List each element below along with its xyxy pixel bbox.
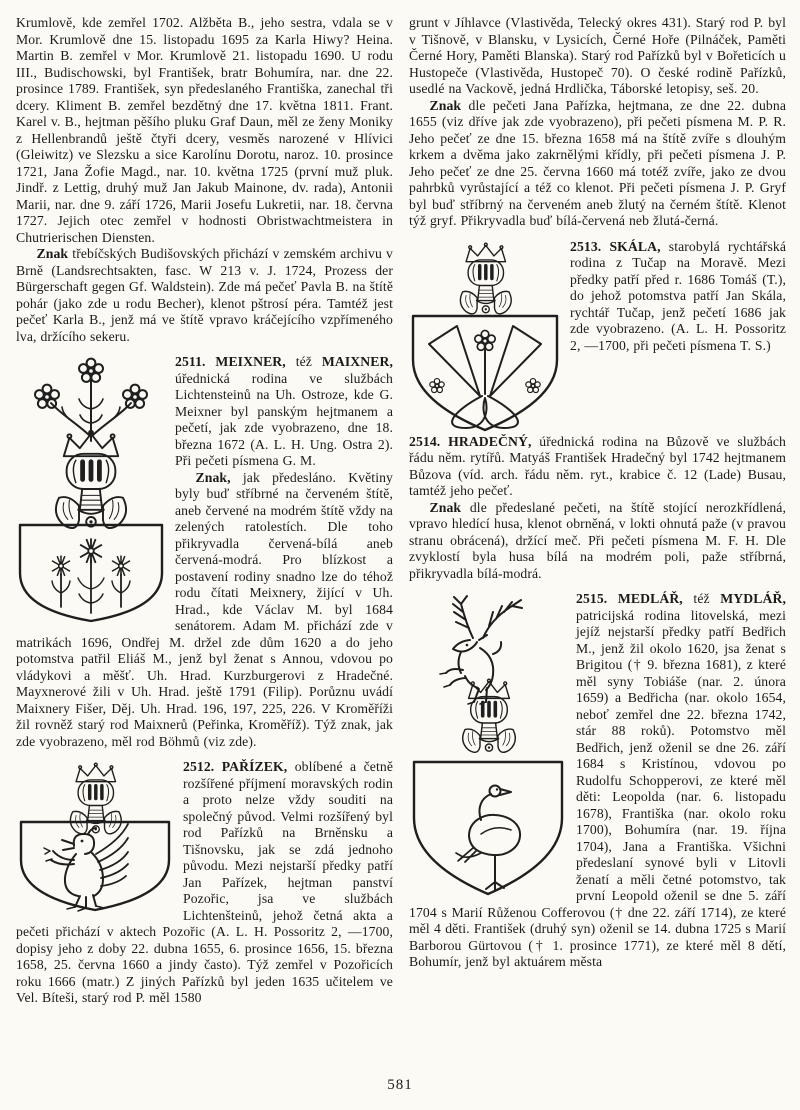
- znak-text-parizek: dle pečeti Jana Pařízka, hejtmana, ze dne 22. dubna 1655 (viz dříve jak zde vyobrazeno), při pečeti písmena M. P. R. Jeho pečeť ze dne 15. března 1658 má na štítě zvíře s dlouhým krkem a dvěma jako zakrnělými křídly, při pečeti písmena J. P. Jeho pečeť ze dne 25. června 1660 má totéž zvíře, jako ze dvou pahrbků vyrůstající a též co klenot. Při pečeti písmena J. P. Gryf byl buď stříbrný na červeném aneb žlutý na černém štítě. Klenot týž gryf. Přikryvadla buď bílá-červená neb žlutá-černá.: [409, 97, 786, 228]
- parizek-coat-of-arms: [16, 762, 174, 912]
- znak-lead-parizek: Znak: [429, 97, 462, 113]
- paragraph-parizek-znak: [409, 98, 786, 230]
- entry-2511-also-word: též: [285, 354, 322, 369]
- medlar-coat-of-arms: [409, 594, 567, 896]
- entry-2512-paragraph: [16, 759, 393, 1007]
- entry-2514-znak-text: dle předeslané pečeti, na štítě stojící nerozkřídlená, vpravo hledící husa, klenot obrněná, v lokti ohnutá paže (v pravou stranu obrácená), držící meč. Při pečeti písmena M. F. H. Dle zvyklostí byla husa bílá na modrém poli, paže stříbrná, přikryvadla bílá-modrá.: [409, 499, 786, 581]
- two-column-layout: [16, 15, 786, 1007]
- entry-2515-also-word: též: [682, 591, 721, 606]
- entry-2514-znak-lead: Znak: [429, 499, 462, 515]
- paragraph-budisovsky-continuation: Krumlově, kde zemřel 1702. Alžběta B., jeho sestra, vdala se v Mor. Krumlově dne 15. listopadu 1695 za Karla Hiwy? Heina. Martin B. zemřel v Mor. Krumlově 21. listopadu 1690. U rodu III., Budischowski, byl František, bratr Bohumíra, nar. dne 22. prosince 1789. František, syn předeslaného Františka, zanechal tři dcery. Kliment B. zemřel bezdětný dne 17. května 1811. Frant. Karel v. B., hejtman pěšího pluku Graf Daun, měl ze ženy Moniky z Hellenbrandů ještě čtyři dcery, vesměs narozené v Hlívici (Gleiwitz) ve Slezsku a sice Karolínu Dorotu, naroz. 10. prosince 1721, Jana Žofie Magd., nar. 10. května 1725 (první muž pluk. Jindř. z Lettig, druhý muž Jan Jakub Mainone, dv. rada), Antonii Marii, nar. dne 9. září 1726, Marii Josefu Lukretii, nar. 18. června 1727. Jejich otec zemřel v hodnosti Obristwachtmeistera in Chutrierischen Diensten.: [16, 15, 393, 245]
- entry-2512-number-name: 2512. PAŘÍZEK,: [183, 759, 288, 774]
- entry-2513-skala: [409, 239, 786, 355]
- entry-2514-hradecny: [409, 434, 786, 583]
- entry-2515-number-name: 2515. MEDLÁŘ,: [576, 591, 683, 606]
- entry-2514-number-name: 2514. HRADEČNÝ,: [409, 433, 532, 449]
- znak-text-budisovsky: třebíčských Budišovských přichází v zemském archivu v Brně (Landsrechtsakten, fasc. W 213 v. J. 1724, Prozess der Bürgerschaft gegen Gf. Waldstein). Zde má pečeť Pavla B. na štítě pohár (jako zde u rodu Becher), klenot pštrosí péra. Tamtéž jest pečeť Karla B., jenž má ve štítě vpravo kráčejícího vzpřímeného lva, držícího sekeru.: [16, 246, 393, 344]
- entry-2515-body: patricijská rodina litovelská, mezi jejíž nejstarší předky patří Bedřich M., jenž žil okolo 1620, jsa ženat s Brigitou († 9. března 1681), z které měl syny Tobiáše (nar. 2. února 1659) a Bedřicha (nar. okolo 1654, neboť zemřel dne 22. března 1742, stár 88 roků). Potomstvo měl Bedřich, jenž oženil se dne 26. září 1684 s Kristínou, vdovou po Rudolfu Schopperovi, ze které měl děti: Leopolda (nar. 6. listopadu 1678), Františka (nar. okolo roku 1700), Bohumíra (nar. 19. října 1704), Jana a Františka. Všichni předeslaní synové byli v Litovli ženatí a měli četné potomstvo, tak první Leopold oženil se dne 5. září 1704 s Marií Růženou Cofferovou († dne 22. září 1714), ze které měl 4 děti. František (druhý syn) oženil se 14. dubna 1725 s Marií Barborou Gürtovou († 1. prosince 1771), ze které měl 8 dětí, Bohumír, jenž byl aktuárem města: [409, 607, 786, 969]
- entry-2514-znak-paragraph: [409, 500, 786, 583]
- meixner-coat-of-arms: [16, 357, 166, 623]
- znak-lead-budisovsky: Znak: [36, 246, 69, 261]
- paragraph-budisovsky-znak: [16, 246, 393, 345]
- entry-2514-body: úřednická rodina na Bůzově ve službách řádu něm. rytířů. Matyáš František Hradečný byl 1742 hejtmanem Bůzova (víd. arch. řádu něm. ryt., krabice č. 12 (Lade) Busau, tamtéž jeho pečeť.: [409, 433, 787, 498]
- left-column: [16, 15, 393, 1007]
- entry-2512-body: oblíbené a četně rozšířené příjmení moravských rodin a proto nelze vždy souditi na společný původ. Velmi rozšířený byl rod Pařízků na Brněnsku a Tišnovsku, jak se zdá jednoho původu. Mezi nejstarší předky patří Jan Pařízek, hejtman panství Pozořic, jsa ve službách Lichtenšteinů, jehož četná akta a pečeti přichází v aktech Pozořic (A. L. H. Possoritz 2, —1700, dopisy jeho z doby 22. dubna 1655, 6. prosince 1656, 15. března 1658, 25. června 1660 a jindy často). Týž zemřel v Pozořicích roku 1666 (matr.) Z jiných Pařízků byl jeden 1635 učitelem ve Vel. Bíteši, starý rod P. měl 1580: [16, 759, 393, 1005]
- page-number: 581: [387, 1077, 413, 1093]
- paragraph-parizek-continuation: grunt v Jíhlavce (Vlastivěda, Telecký okres 431). Starý rod P. byl v Tišnově, v Blansku, v Lysicích, Černé Hoře (Pilnáček, Paměti Černé Hory, Paměti Blanska). Starý rod Pařízků byl v Bořeticích u Hustopeče (Vlastivěda, Hustopeč 70). O české rodině Pařízků, usedlé na Vackově, jedná Hrdlička, Táborské letopisy, seš. 20.: [409, 15, 786, 96]
- skala-coat-of-arms: [409, 242, 561, 432]
- entry-2511-meixner: [16, 354, 393, 750]
- entry-2511-znak-lead: Znak,: [195, 469, 231, 485]
- entry-2513-body: starobylá rychtářská rodina z Tučap na Moravě. Mezi předky patří před r. 1686 Tomáš (T.), do jehož potomstva patří Jan Skála, rychtář Tučap, jenž pečetí 1686 jak zde vyobrazeno. (A. L. H. Possoritz 2, —1700, při pečeti písmena T. S.): [570, 238, 786, 353]
- entry-2511-body: úřednická rodina ve službách Lichtensteinů na Uh. Ostroze, kde G. Meixner byl panským hejtmanem a pečetí, jak zde vyobrazeno, dne 18. března 1672 (A. L. H. Ung. Ostra 2). Při pečeti písmena G. M.: [175, 370, 393, 468]
- entry-2513-paragraph: [409, 239, 786, 355]
- right-column: [409, 15, 786, 1007]
- entry-2511-znak-text: jak předesláno. Květiny byly buď stříbrné na červeném štítě, aneb červené na modrém štítě vždy na zelených ratolestích. Dle toho přikryvadla červená-bílá aneb červená-modrá. Pro blízkost a postavení rodiny snadno lze do téhož rodu čítati Meixnery, žijící v Uh. Hrad., kde Václav M. byl 1684 senátorem. Adam M. přichází zde v matrikách 1696, Ondřej M. držel zde dům 1620 a do jeho potomstva patřil Eliáš M., jenž byl ženat s Annou, vdovou po vládykovi a měšť. Uh. Hrad. Kurzburgerovi z Hradečné. Mayxnerové žili v Uh. Hrad. ještě 1791 (Filip). Porůznu uvádí Maixnery Fišer, Děj. Uh. Hrad. 196, 197, 225, 226. V Kroměříži žil rovněž starý rod Maixnerů (Peřinka, Kroměříž). Týž znak, jak zde vyobrazeno, měl rod Böhmů (viz zde).: [16, 469, 393, 749]
- entry-2511-number-name: 2511. MEIXNER,: [175, 354, 286, 369]
- entry-2515-medlar: [409, 591, 786, 971]
- entry-2513-number-name: 2513. SKÁLA,: [570, 238, 661, 254]
- entry-2514-paragraph: [409, 434, 786, 500]
- entry-2512-parizek: [16, 759, 393, 1007]
- entry-2515-alt-name: MYDLÁŘ,: [720, 591, 786, 606]
- entry-2511-paragraph: [16, 354, 393, 470]
- entry-2511-alt-name: MAIXNER,: [321, 354, 393, 369]
- entry-2515-paragraph: [409, 591, 786, 971]
